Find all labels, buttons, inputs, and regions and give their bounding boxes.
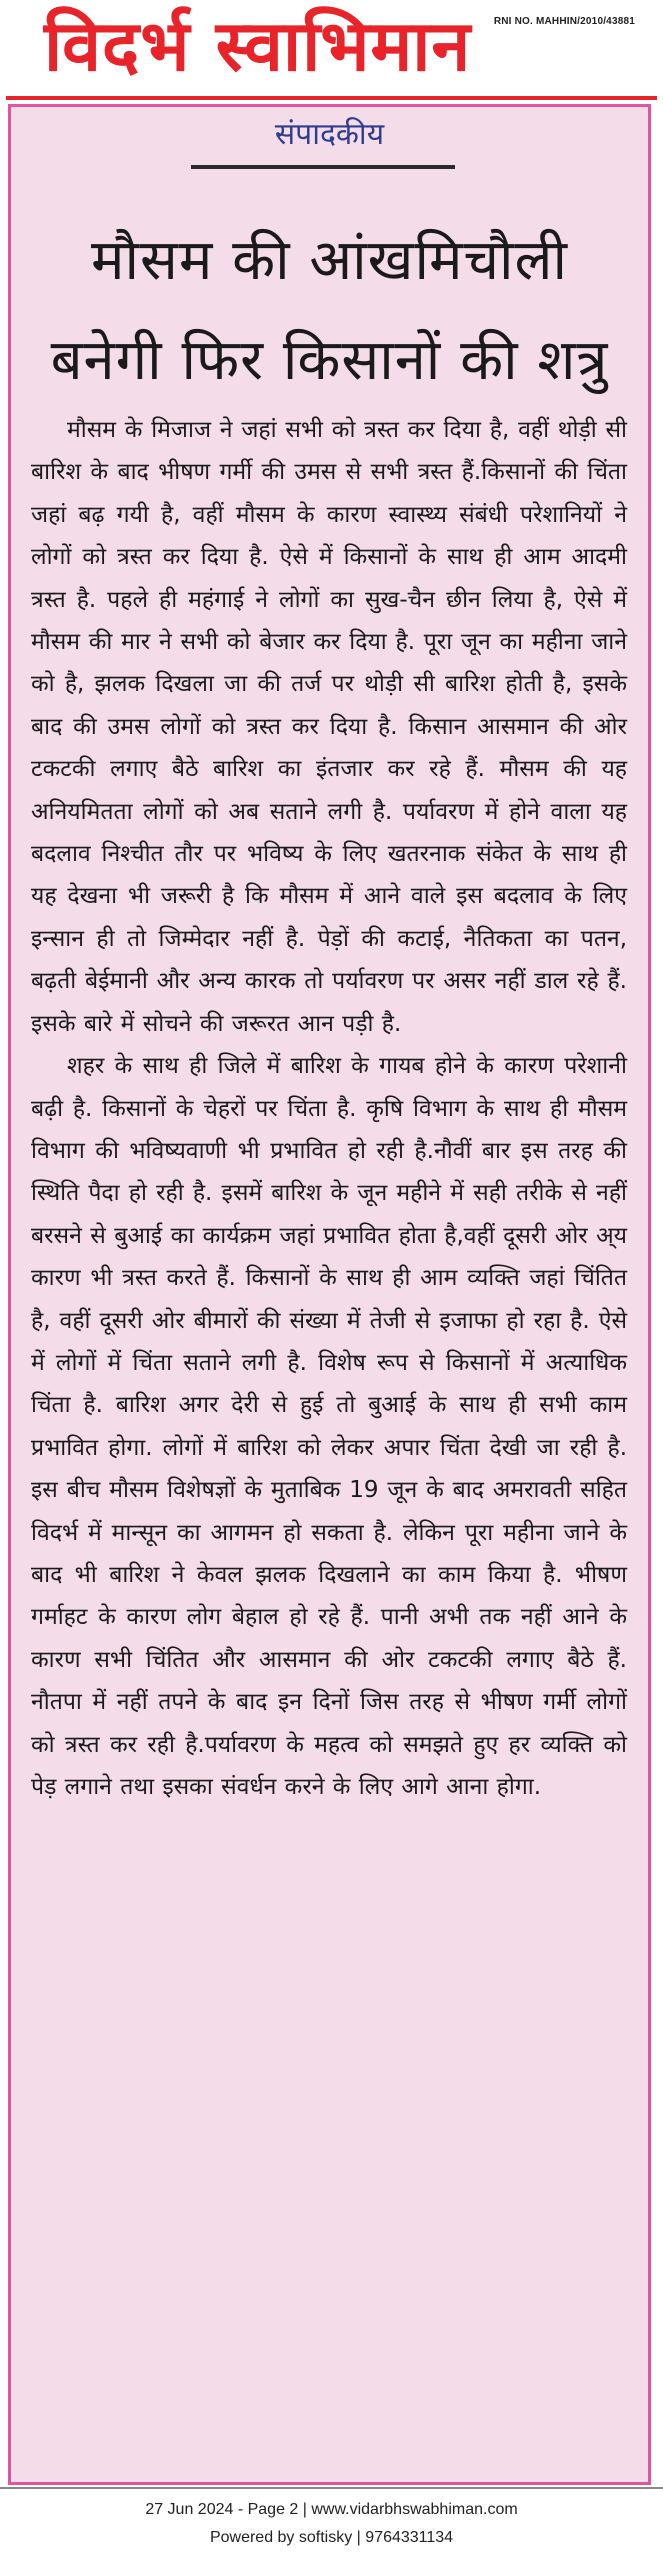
headline-line-2: बनेगी फिर किसानों की शत्रु [50,328,609,393]
footer-divider [0,2487,663,2489]
masthead [0,0,663,100]
headline-line-1: मौसम की आंखमिचौली [90,228,569,293]
newspaper-logo: विदर्भ स्वाभिमान [44,5,472,87]
rni-number: RNI NO. MAHHIN/2010/43881 [493,16,635,27]
article-body [31,409,627,1808]
masthead-divider [6,96,657,100]
footer-date-website: 27 Jun 2024 - Page 2 | www.vidarbhswabhiman.com [145,2501,518,2518]
article-panel [8,104,651,2485]
article-paragraph: मौसम के मिजाज ने जहां सभी को त्रस्त कर दिया है, वहीं थोड़ी सी बारिश के बाद भीषण गर्मी की उमस से सभी त्रस्त हैं.किसानों की चिंता जहां बढ़ गयी है, वहीं मौसम के कारण स्वास्थ्य संबंधी परेशानियों ने लोगों को त्रस्त कर दिया है. ऐसे में किसानों के साथ ही आम आदमी त्रस्त है. पहले ही महंगाई ने लोगों का सुख-चैन छीन लिया है, ऐसे में मौसम की मार ने सभी को बेजार कर दिया है. पूरा जून का महीना जाने को है, झलक दिखला जा की तर्ज पर थोड़ी सी बारिश होती है, इसके बाद की उमस लोगों को त्रस्त कर दिया है. किसान आसमान की ओर टकटकी लगाए बैठे बारिश का इंतजार कर रहे हैं. मौसम की यह अनियमितता लोगों को अब सताने लगी है. पर्यावरण में होने वाला यह बदलाव निश्चीत तौर पर भविष्य के लिए खतरनाक संकेत के साथ ही यह देखना भी जरूरी है कि मौसम में आने वाले इस बदलाव के लिए इन्सान ही तो जिम्मेदार नहीं है. पेड़ों की कटाई, नैतिकता का पतन, बढ़ती बेईमानी और अन्य कारक तो पर्यावरण पर असर नहीं डाल रहे हैं. इसके बारे में सोचने की जरूरत आन पड़ी है. [31,417,627,1037]
section-label: संपादकीय [274,117,385,152]
footer-credits: Powered by softisky | 9764331134 [209,2529,454,2546]
page-footer [0,2496,663,2552]
section-underline [191,165,455,169]
article-paragraph: शहर के साथ ही जिले में बारिश के गायब होने के कारण परेशानी बढ़ी है. किसानों के चेहरों पर चिंता है. कृषि विभाग के साथ ही मौसम विभाग की भविष्यवाणी भी प्रभावित हो रही है.नौवीं बार इस तरह की स्थिति पैदा हो रही है. इसमें बारिश के जून महीने में सही तरीके से नहीं बरसने से बुआई का कार्यक्रम जहां प्रभावित होता है,वहीं दूसरी ओर अ्य कारण भी त्रस्त करते हैं. किसानों के साथ ही आम व्यक्ति जहां चिंतित है, वहीं दूसरी ओर बीमारों की संख्या में तेजी से इजाफा हो रहा है. ऐसे में लोगों में चिंता सताने लगी है. विशेष रूप से किसानों में अत्याधिक चिंता है. बारिश अगर देरी से हुई तो बुआई के साथ ही सभी काम प्रभावित होगा. लोगों में बारिश को लेकर अपार चिंता देखी जा रही है. इस बीच मौसम विशेषज्ञों के मुताबिक 19 जून के बाद अमरावती सहित विदर्भ में मान्सून का आगमन हो सकता है. लेकिन पूरा महीना जाने के बाद भी बारिश ने केवल झलक दिखलाने का काम किया है. भीषण गर्माहट के कारण लोग बेहाल हो रहे हैं. पानी अभी तक नहीं आने के कारण सभी चिंतित और आसमान की ओर टकटकी लगाए बैठे हैं. नौतपा में नहीं तपने के बाद इन दिनों जिस तरह से भीषण गर्मी लोगों को त्रस्त कर रही है.पर्यावरण के महत्व को समझते हुए हर व्यक्ति को पेड़ लगाने तथा इसका संवर्धन करने के लिए आगे आना होगा. [31,1053,627,1800]
article-headline [11,211,648,411]
